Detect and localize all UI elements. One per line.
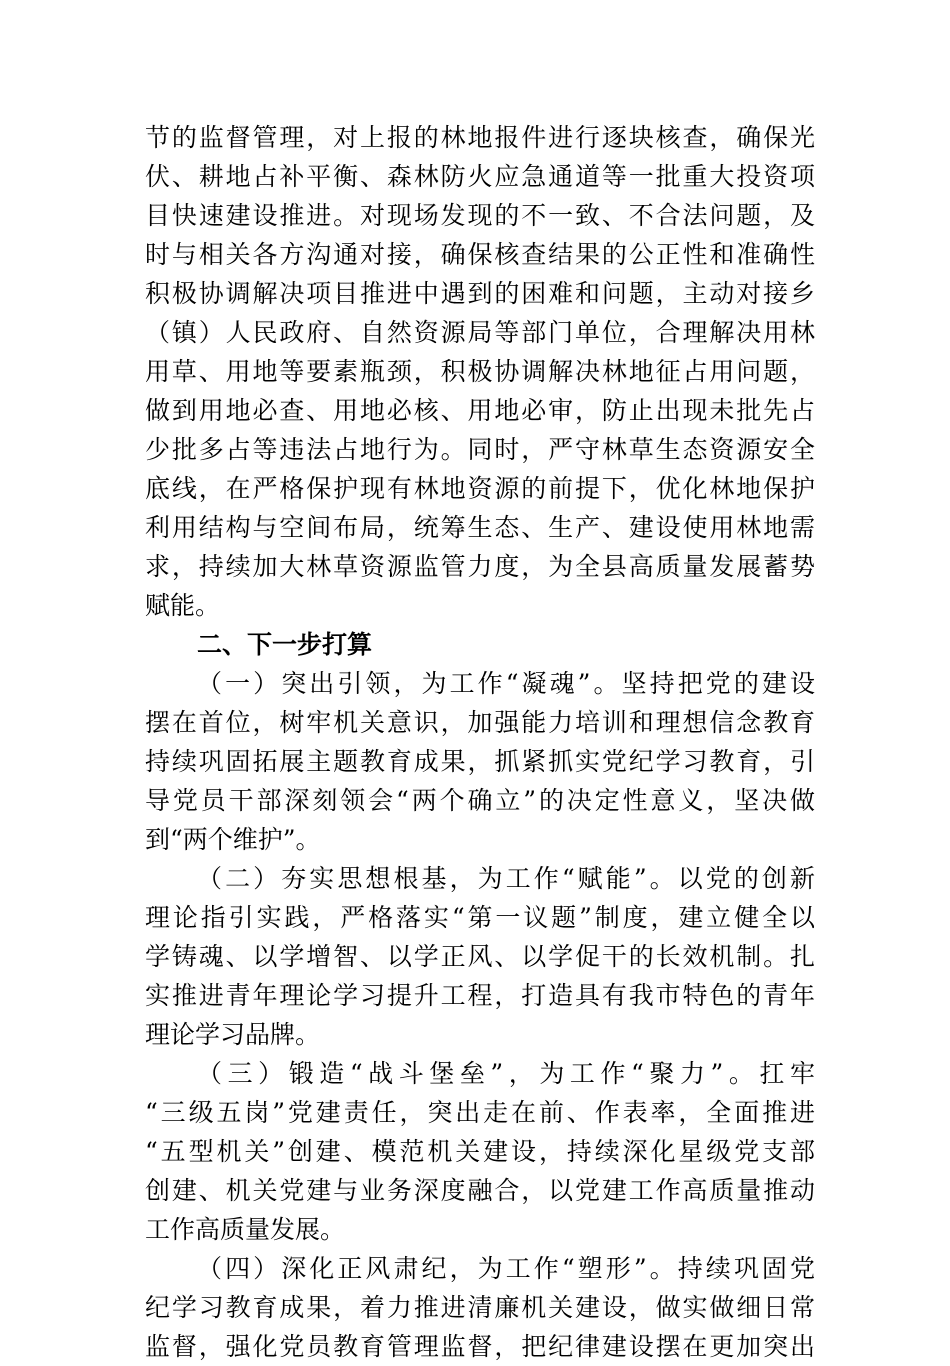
body-line: 节的监督管理，对上报的林地报件进行逐块核查，确保光 (145, 123, 815, 152)
body-line: 伏、耕地占补平衡、森林防火应急通道等一批重大投资项 (145, 162, 815, 191)
body-line: 赋能。 (145, 591, 221, 620)
body-line: 底线，在严格保护现有林地资源的前提下，优化林地保护 (145, 474, 815, 503)
body-line: （三）锻造“战斗堡垒”，为工作“聚力”。扛牢 (197, 1059, 815, 1088)
body-line: 时与相关各方沟通对接，确保核查结果的公正性和准确性 (145, 240, 815, 269)
body-line: 用草、用地等要素瓶颈，积极协调解决林地征占用问题， (145, 357, 815, 386)
body-line: 摆在首位，树牢机关意识，加强能力培训和理想信念教育 (145, 708, 815, 737)
body-line: 实推进青年理论学习提升工程，打造具有我市特色的青年 (145, 981, 815, 1010)
body-line: 做到用地必查、用地必核、用地必审，防止出现未批先占 (145, 396, 815, 425)
body-line: 创建、机关党建与业务深度融合，以党建工作高质量推动 (145, 1176, 815, 1205)
body-line: “三级五岗”党建责任，突出走在前、作表率，全面推进 (145, 1098, 815, 1127)
body-line: 目快速建设推进。对现场发现的不一致、不合法问题，及 (145, 201, 815, 230)
body-line: 求，持续加大林草资源监管力度，为全县高质量发展蓄势 (145, 552, 815, 581)
body-line: 学铸魂、以学增智、以学正风、以学促干的长效机制。扎 (145, 942, 815, 971)
body-line: 纪学习教育成果，着力推进清廉机关建设，做实做细日常 (145, 1293, 815, 1322)
body-line: 积极协调解决项目推进中遇到的困难和问题，主动对接乡 (145, 279, 815, 308)
section-heading: 二、下一步打算 (197, 630, 373, 659)
body-line: （镇）人民政府、自然资源局等部门单位，合理解决用林 (145, 318, 815, 347)
body-line: 少批多占等违法占地行为。同时，严守林草生态资源安全 (145, 435, 815, 464)
body-line: （二）夯实思想根基，为工作“赋能”。以党的创新 (197, 864, 815, 893)
body-line: 监督，强化党员教育管理监督，把纪律建设摆在更加突出 (145, 1332, 815, 1361)
body-line: 利用结构与空间布局，统筹生态、生产、建设使用林地需 (145, 513, 815, 542)
body-line: 到“两个维护”。 (145, 825, 321, 854)
body-line: 工作高质量发展。 (145, 1215, 346, 1244)
body-line: “五型机关”创建、模范机关建设，持续深化星级党支部 (145, 1137, 815, 1166)
body-line: 持续巩固拓展主题教育成果，抓紧抓实党纪学习教育，引 (145, 747, 815, 776)
body-line: 导党员干部深刻领会“两个确立”的决定性意义，坚决做 (145, 786, 815, 815)
body-line: （四）深化正风肃纪，为工作“塑形”。持续巩固党 (197, 1254, 815, 1283)
body-line: 理论指引实践，严格落实“第一议题”制度，建立健全以 (145, 903, 815, 932)
body-line: （一）突出引领，为工作“凝魂”。坚持把党的建设 (197, 669, 815, 698)
document-body (145, 118, 815, 1366)
body-line: 理论学习品牌。 (145, 1020, 321, 1049)
